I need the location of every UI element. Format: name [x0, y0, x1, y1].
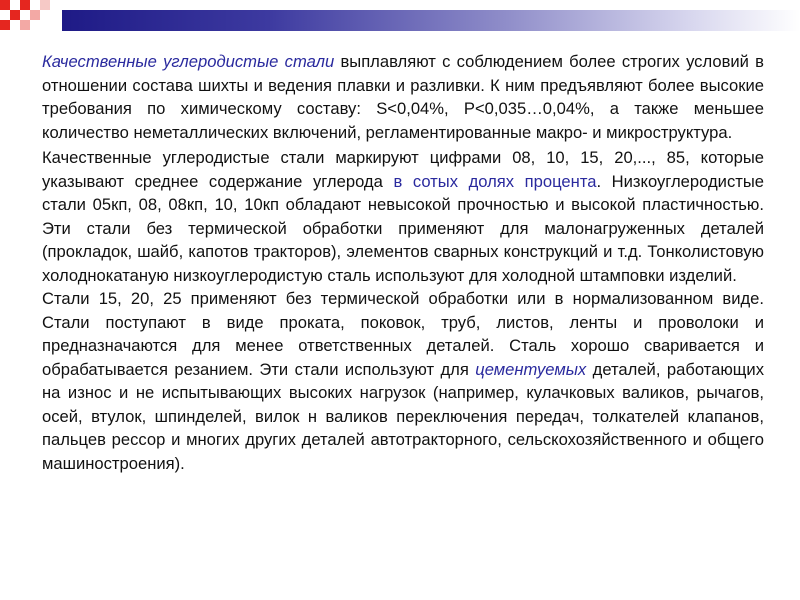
paragraph-text: Стали 15, 20, 25 применяют без термической обработки или в нормализованном виде. Стали поступают в виде проката, поковок, труб, листов, ленты и проволоки и предназначаются для менее ответственных деталей. Сталь хорошо сваривается и обрабатывается резанием. Эти стали используют для: [42, 289, 764, 379]
decor-square-pink: [30, 10, 40, 20]
header-decoration: [0, 0, 800, 40]
decor-square-red: [10, 10, 20, 20]
term-quality-carbon-steels: Качественные углеродистые стали: [42, 52, 335, 71]
paragraph-text: . Низкоуглеродистые стали 05кп, 08, 08кп, 10, 10кп обладают невысокой прочностью и высокой пластичностью. Эти стали без термической обработки применяют для малонагруженных деталей (прокладок, шайб, капотов тракторов), элементов сварных конструкций и т.д. Тонколистовую холоднокатаную низкоуглеродистую сталь используют для холодной штамповки изделий.: [42, 171, 764, 285]
paragraph-quality-steels: [42, 50, 764, 144]
decor-square-white: [20, 10, 30, 20]
decor-square-red: [0, 0, 10, 10]
paragraph-text: деталей, работающих на износ и не испытывающих высоких нагрузок (например, кулачковых валиков, рычагов, осей, втулок, шпинделей, вилок н валиков переключения передач, толкателей клапанов, пальцев рессор и многих других деталей автотракторного, сельскохозяйственного и общего машиностроения).: [42, 359, 764, 473]
decor-square-red: [20, 20, 30, 30]
decor-square-red: [20, 0, 30, 10]
slide-body: [42, 50, 764, 475]
highlight-hundredths-percent: в сотых долях процента: [393, 171, 597, 191]
decor-square-white: [10, 0, 20, 10]
paragraph-text: Качественные углеродистые стали маркируют цифрами 08, 10, 15, 20,..., 85, которые указывают среднее содержание углерода: [42, 148, 764, 191]
decor-square-pink: [40, 0, 50, 10]
paragraph-text: выплавляют с соблюдением более строгих условий в отношении состава шихты и ведения плавки и разливки. К ним предъявляют более высокие требования по химическому составу: S<0,04%, P<0,035…0,04%, а также меньшее количество неметаллических включений, регламентированные макро- и микроструктура.: [42, 52, 764, 142]
paragraph-steels-15-20-25: [42, 287, 764, 475]
highlight-case-hardened: цементуемых: [475, 359, 587, 379]
title-gradient-bar: [62, 10, 800, 31]
decor-square-red: [0, 20, 10, 30]
decor-square-white: [0, 10, 10, 20]
paragraph-marking: [42, 146, 764, 287]
